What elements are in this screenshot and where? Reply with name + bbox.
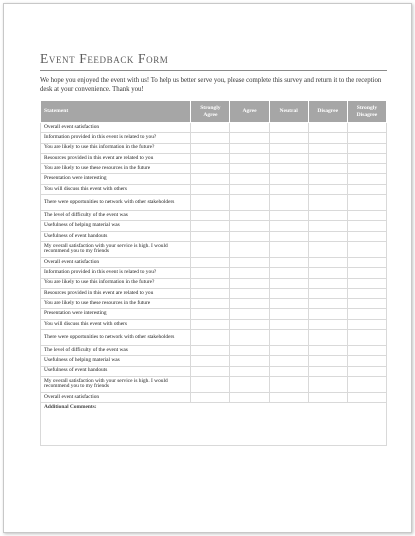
rating-cell-agree[interactable]: [230, 164, 269, 174]
statement-cell: My overall satisfaction with your service is high. I would recommend you to my friends: [41, 241, 191, 257]
rating-cell-neutral[interactable]: [269, 299, 308, 309]
rating-cell-agree[interactable]: [230, 309, 269, 319]
table-row: [41, 356, 387, 366]
rating-cell-neutral[interactable]: [269, 174, 308, 184]
rating-cell-strongly-disagree[interactable]: [347, 133, 386, 143]
intro-text: We hope you enjoyed the event with us! To help us better serve you, please complete this survey and return it to the reception desk at your convenience. Thank you!: [40, 77, 382, 93]
rating-cell-strongly-disagree[interactable]: [347, 184, 386, 194]
rating-cell-strongly-agree[interactable]: [191, 153, 230, 163]
header-row: [41, 101, 387, 123]
rating-cell-strongly-agree[interactable]: [191, 143, 230, 153]
rating-cell-agree[interactable]: [230, 257, 269, 267]
rating-cell-neutral[interactable]: [269, 221, 308, 231]
rating-cell-disagree[interactable]: [308, 288, 347, 298]
additional-comments-field[interactable]: Additional Comments:: [41, 403, 387, 446]
rating-cell-agree[interactable]: [230, 366, 269, 376]
rating-cell-neutral[interactable]: [269, 143, 308, 153]
table-row: [41, 221, 387, 231]
rating-cell-strongly-agree[interactable]: [191, 221, 230, 231]
rating-cell-strongly-disagree[interactable]: [347, 376, 386, 392]
rating-cell-disagree[interactable]: [308, 164, 347, 174]
rating-cell-neutral[interactable]: [269, 346, 308, 356]
rating-cell-strongly-disagree[interactable]: [347, 221, 386, 231]
header-strongly-agree: Strongly Agree: [191, 101, 230, 123]
table-row: [41, 231, 387, 241]
rating-cell-strongly-agree[interactable]: [191, 288, 230, 298]
rating-cell-disagree[interactable]: [308, 346, 347, 356]
rating-cell-disagree[interactable]: [308, 268, 347, 278]
rating-cell-agree[interactable]: [230, 376, 269, 392]
rating-cell-strongly-disagree[interactable]: [347, 309, 386, 319]
rating-cell-disagree[interactable]: [308, 195, 347, 211]
rating-cell-disagree[interactable]: [308, 211, 347, 221]
rating-cell-strongly-disagree[interactable]: [347, 164, 386, 174]
rating-cell-neutral[interactable]: [269, 164, 308, 174]
rating-cell-agree[interactable]: [230, 211, 269, 221]
rating-cell-disagree[interactable]: [308, 257, 347, 267]
rating-cell-disagree[interactable]: [308, 231, 347, 241]
statement-cell: You are likely to use these resources in the future: [41, 299, 191, 309]
rating-cell-strongly-disagree[interactable]: [347, 346, 386, 356]
rating-cell-disagree[interactable]: [308, 184, 347, 194]
rating-cell-strongly-disagree[interactable]: [347, 257, 386, 267]
rating-cell-strongly-disagree[interactable]: [347, 241, 386, 257]
rating-cell-disagree[interactable]: [308, 241, 347, 257]
rating-cell-agree[interactable]: [230, 153, 269, 163]
rating-cell-neutral[interactable]: [269, 123, 308, 133]
rating-cell-disagree[interactable]: [308, 143, 347, 153]
rating-cell-strongly-disagree[interactable]: [347, 278, 386, 288]
rating-cell-strongly-disagree[interactable]: [347, 195, 386, 211]
rating-cell-agree[interactable]: [230, 231, 269, 241]
statement-cell: Information provided in this event is related to you?: [41, 268, 191, 278]
table-row: [41, 299, 387, 309]
rating-cell-neutral[interactable]: [269, 309, 308, 319]
header-statement: Statement: [41, 101, 191, 123]
rating-cell-agree[interactable]: [230, 278, 269, 288]
rating-cell-neutral[interactable]: [269, 278, 308, 288]
rating-cell-strongly-disagree[interactable]: [347, 123, 386, 133]
table-row: [41, 257, 387, 267]
rating-cell-neutral[interactable]: [269, 319, 308, 329]
statement-cell: There were opportunities to network with other stakeholders: [41, 195, 191, 211]
rating-cell-disagree[interactable]: [308, 153, 347, 163]
table-row: [41, 366, 387, 376]
rating-cell-strongly-agree[interactable]: [191, 330, 230, 346]
header-strongly-disagree: Strongly Disagree: [347, 101, 386, 123]
table-row: [41, 268, 387, 278]
rating-cell-strongly-disagree[interactable]: [347, 366, 386, 376]
rating-cell-agree[interactable]: [230, 346, 269, 356]
statement-cell: You will discuss this event with others: [41, 184, 191, 194]
rating-cell-strongly-agree[interactable]: [191, 174, 230, 184]
statement-cell: You are likely to use this information in the future?: [41, 143, 191, 153]
rating-cell-strongly-disagree[interactable]: [347, 268, 386, 278]
rating-cell-strongly-agree[interactable]: [191, 309, 230, 319]
statement-cell: Usefulness of event handouts: [41, 366, 191, 376]
table-row: [41, 174, 387, 184]
rating-cell-neutral[interactable]: [269, 241, 308, 257]
rating-cell-strongly-agree[interactable]: [191, 392, 230, 402]
rating-cell-neutral[interactable]: [269, 195, 308, 211]
comments-row: [41, 403, 387, 446]
rating-cell-strongly-disagree[interactable]: [347, 299, 386, 309]
rating-cell-strongly-disagree[interactable]: [347, 356, 386, 366]
statement-cell: You are likely to use this information in the future?: [41, 278, 191, 288]
rating-cell-strongly-disagree[interactable]: [347, 211, 386, 221]
statement-cell: Usefulness of helping material was: [41, 356, 191, 366]
rating-cell-agree[interactable]: [230, 299, 269, 309]
rating-cell-strongly-agree[interactable]: [191, 241, 230, 257]
rating-cell-agree[interactable]: [230, 330, 269, 346]
rating-cell-neutral[interactable]: [269, 268, 308, 278]
statement-cell: There were opportunities to network with other stakeholders: [41, 330, 191, 346]
rating-cell-agree[interactable]: [230, 123, 269, 133]
rating-cell-strongly-agree[interactable]: [191, 231, 230, 241]
rating-cell-neutral[interactable]: [269, 231, 308, 241]
statement-cell: Information provided in this event is related to you?: [41, 133, 191, 143]
rating-cell-neutral[interactable]: [269, 184, 308, 194]
rating-cell-neutral[interactable]: [269, 392, 308, 402]
title-divider: [40, 70, 387, 71]
table-row: [41, 319, 387, 329]
rating-cell-agree[interactable]: [230, 174, 269, 184]
rating-cell-strongly-disagree[interactable]: [347, 330, 386, 346]
table-row: [41, 309, 387, 319]
rating-cell-strongly-disagree[interactable]: [347, 143, 386, 153]
rating-cell-agree[interactable]: [230, 356, 269, 366]
rating-cell-neutral[interactable]: [269, 288, 308, 298]
rating-cell-strongly-agree[interactable]: [191, 257, 230, 267]
rating-cell-neutral[interactable]: [269, 257, 308, 267]
statement-cell: Resources provided in this event are related to you: [41, 153, 191, 163]
rating-cell-strongly-disagree[interactable]: [347, 174, 386, 184]
form-title: Event Feedback Form: [40, 51, 169, 66]
rating-cell-strongly-agree[interactable]: [191, 164, 230, 174]
rating-cell-disagree[interactable]: [308, 123, 347, 133]
rating-cell-strongly-disagree[interactable]: [347, 392, 386, 402]
table-row: [41, 143, 387, 153]
rating-cell-disagree[interactable]: [308, 356, 347, 366]
rating-cell-agree[interactable]: [230, 184, 269, 194]
rating-cell-neutral[interactable]: [269, 356, 308, 366]
statement-cell: The level of difficulty of the event was: [41, 346, 191, 356]
rating-cell-agree[interactable]: [230, 392, 269, 402]
rating-cell-strongly-agree[interactable]: [191, 278, 230, 288]
header-disagree: Disagree: [308, 101, 347, 123]
rating-cell-disagree[interactable]: [308, 133, 347, 143]
statement-cell: Presentation were interesting: [41, 174, 191, 184]
rating-cell-neutral[interactable]: [269, 366, 308, 376]
statement-cell: Usefulness of helping material was: [41, 221, 191, 231]
table-row: [41, 123, 387, 133]
rating-cell-strongly-disagree[interactable]: [347, 319, 386, 329]
table-row: [41, 211, 387, 221]
statement-cell: The level of difficulty of the event was: [41, 211, 191, 221]
rating-cell-disagree[interactable]: [308, 366, 347, 376]
statement-cell: Presentation were interesting: [41, 309, 191, 319]
rating-cell-strongly-agree[interactable]: [191, 123, 230, 133]
table-row: [41, 164, 387, 174]
rating-cell-strongly-agree[interactable]: [191, 356, 230, 366]
table-row: [41, 330, 387, 346]
statement-cell: Usefulness of event handouts: [41, 231, 191, 241]
rating-cell-agree[interactable]: [230, 319, 269, 329]
rating-cell-agree[interactable]: [230, 195, 269, 211]
rating-cell-disagree[interactable]: [308, 376, 347, 392]
rating-cell-disagree[interactable]: [308, 319, 347, 329]
rating-cell-agree[interactable]: [230, 241, 269, 257]
rating-cell-agree[interactable]: [230, 288, 269, 298]
statement-cell: Overall event satisfaction: [41, 123, 191, 133]
rating-cell-neutral[interactable]: [269, 211, 308, 221]
rating-cell-strongly-disagree[interactable]: [347, 153, 386, 163]
rating-cell-strongly-agree[interactable]: [191, 211, 230, 221]
rating-cell-strongly-disagree[interactable]: [347, 288, 386, 298]
statement-cell: Resources provided in this event are related to you: [41, 288, 191, 298]
rating-cell-strongly-agree[interactable]: [191, 299, 230, 309]
table-row: [41, 184, 387, 194]
rating-cell-disagree[interactable]: [308, 174, 347, 184]
rating-cell-disagree[interactable]: [308, 278, 347, 288]
rating-cell-strongly-agree[interactable]: [191, 366, 230, 376]
rating-cell-agree[interactable]: [230, 221, 269, 231]
rating-cell-neutral[interactable]: [269, 133, 308, 143]
statement-cell: You are likely to use these resources in the future: [41, 164, 191, 174]
rating-cell-agree[interactable]: [230, 133, 269, 143]
table-row: [41, 288, 387, 298]
rating-cell-strongly-disagree[interactable]: [347, 231, 386, 241]
rating-cell-disagree[interactable]: [308, 330, 347, 346]
rating-cell-neutral[interactable]: [269, 376, 308, 392]
rating-cell-neutral[interactable]: [269, 330, 308, 346]
table-row: [41, 376, 387, 392]
table-row: [41, 392, 387, 402]
rating-cell-neutral[interactable]: [269, 153, 308, 163]
rating-cell-disagree[interactable]: [308, 221, 347, 231]
rating-cell-strongly-agree[interactable]: [191, 376, 230, 392]
feedback-table: [40, 100, 387, 446]
table-row: [41, 153, 387, 163]
rating-cell-agree[interactable]: [230, 268, 269, 278]
rating-cell-strongly-agree[interactable]: [191, 184, 230, 194]
rating-cell-disagree[interactable]: [308, 299, 347, 309]
header-neutral: Neutral: [269, 101, 308, 123]
rating-cell-agree[interactable]: [230, 143, 269, 153]
table-row: [41, 278, 387, 288]
statement-cell: My overall satisfaction with your service is high. I would recommend you to my friends: [41, 376, 191, 392]
document-page: [3, 3, 412, 533]
rating-cell-strongly-agree[interactable]: [191, 268, 230, 278]
table-row: [41, 195, 387, 211]
statement-cell: You will discuss this event with others: [41, 319, 191, 329]
rating-cell-disagree[interactable]: [308, 392, 347, 402]
header-agree: Agree: [230, 101, 269, 123]
rating-cell-strongly-agree[interactable]: [191, 319, 230, 329]
statement-cell: Overall event satisfaction: [41, 392, 191, 402]
table-row: [41, 241, 387, 257]
rating-cell-disagree[interactable]: [308, 309, 347, 319]
statement-cell: Overall event satisfaction: [41, 257, 191, 267]
table-row: [41, 133, 387, 143]
rating-cell-strongly-agree[interactable]: [191, 346, 230, 356]
table-row: [41, 346, 387, 356]
rating-cell-strongly-agree[interactable]: [191, 195, 230, 211]
rating-cell-strongly-agree[interactable]: [191, 133, 230, 143]
